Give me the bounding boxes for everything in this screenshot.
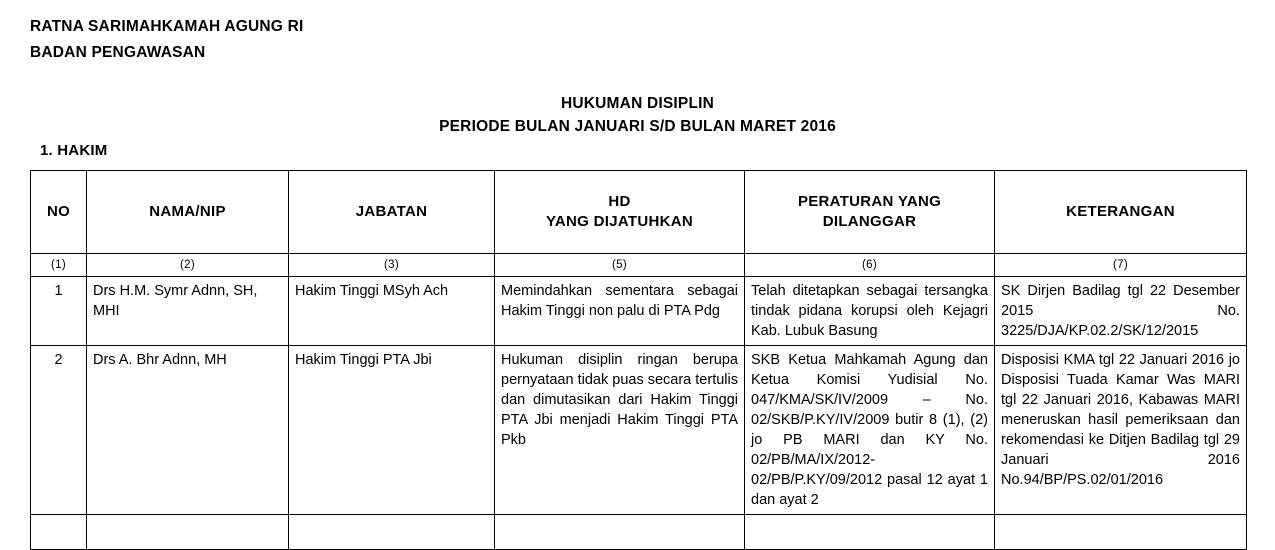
cell-hd — [495, 515, 745, 550]
cell-jabatan — [289, 515, 495, 550]
column-header-nama — [87, 171, 289, 254]
cell-no — [31, 515, 87, 550]
column-header-hd-line1: HD — [608, 193, 631, 210]
column-number-7: (7) — [995, 254, 1247, 277]
cell-hd: Hukuman disiplin ringan berupa pernyataan tidak puas secara tertulis dan dimutasikan dari Hakim Tinggi PTA Jbi menjadi Hakim Tinggi PTA Pkb — [495, 346, 745, 515]
column-number-1: (1) — [31, 254, 87, 277]
column-header-hd-line2: YANG DIJATUHKAN — [545, 213, 693, 230]
cell-nama: Drs A. Bhr Adnn, MH — [87, 346, 289, 515]
document-title — [0, 92, 1275, 138]
cell-jabatan: Hakim Tinggi MSyh Ach — [289, 277, 495, 346]
table-row — [31, 277, 1247, 346]
cell-peraturan: SKB Ketua Mahkamah Agung dan Ketua Komisi Yudisial No. 047/KMA/SK/IV/2009 – No. 02/SKB/P.KY/IV/2009 butir 8 (1), (2) jo PB MARI dan KY No. 02/PB/MA/IX/2012-02/PB/P.KY/09/2012 pasal 12 ayat 1 dan ayat 2 — [745, 346, 995, 515]
column-header-keterangan — [995, 171, 1247, 254]
cell-jabatan: Hakim Tinggi PTA Jbi — [289, 346, 495, 515]
column-header-jabatan — [289, 171, 495, 254]
document-title-line-1: HUKUMAN DISIPLIN — [560, 95, 715, 112]
cell-keterangan: SK Dirjen Badilag tgl 22 Desember 2015 No. 3225/DJA/KP.02.2/SK/12/2015 — [995, 277, 1247, 346]
column-header-peraturan — [745, 171, 995, 254]
table-row — [31, 515, 1247, 550]
cell-no: 1 — [31, 277, 87, 346]
organization-header — [30, 14, 303, 66]
section-heading: 1. HAKIM — [40, 142, 108, 159]
column-number-6: (6) — [745, 254, 995, 277]
column-header-no — [31, 171, 87, 254]
organization-line-2: BADAN PENGAWASAN — [30, 44, 206, 61]
column-header-peraturan-line2: DILANGGAR — [822, 213, 917, 230]
column-header-keterangan-line1: KETERANGAN — [1066, 203, 1175, 220]
table-column-number-row — [31, 254, 1247, 277]
cell-nama — [87, 515, 289, 550]
cell-peraturan: Telah ditetapkan sebagai tersangka tindak pidana korupsi oleh Kejagri Kab. Lubuk Basung — [745, 277, 995, 346]
column-header-nama-line1: NAMA/NIP — [149, 203, 226, 220]
cell-peraturan — [745, 515, 995, 550]
column-header-peraturan-line1: PERATURAN YANG — [797, 193, 942, 210]
organization-line-1: RATNA SARIMAHKAMAH AGUNG RI — [30, 18, 304, 35]
cell-hd: Memindahkan sementara sebagai Hakim Tinggi non palu di PTA Pdg — [495, 277, 745, 346]
column-number-3: (3) — [289, 254, 495, 277]
document-title-line-2: PERIODE BULAN JANUARI S/D BULAN MARET 2016 — [439, 118, 836, 135]
column-header-no-line1: NO — [46, 203, 71, 220]
cell-keterangan: Disposisi KMA tgl 22 Januari 2016 jo Disposisi Tuada Kamar Was MARI tgl 22 Januari 2016, Kabawas MARI meneruskan hasil pemeriksaan dan rekomendasi ke Ditjen Badilag tgl 29 Januari 2016 No.94/BP/PS.02/01/2016 — [995, 346, 1247, 515]
table-row — [31, 346, 1247, 515]
cell-nama: Drs H.M. Symr Adnn, SH, MHI — [87, 277, 289, 346]
column-number-2: (2) — [87, 254, 289, 277]
discipline-table — [30, 170, 1247, 550]
cell-keterangan — [995, 515, 1247, 550]
column-header-hd — [495, 171, 745, 254]
table-header-row — [31, 171, 1247, 254]
column-number-5: (5) — [495, 254, 745, 277]
cell-no: 2 — [31, 346, 87, 515]
column-header-jabatan-line1: JABATAN — [355, 203, 428, 220]
